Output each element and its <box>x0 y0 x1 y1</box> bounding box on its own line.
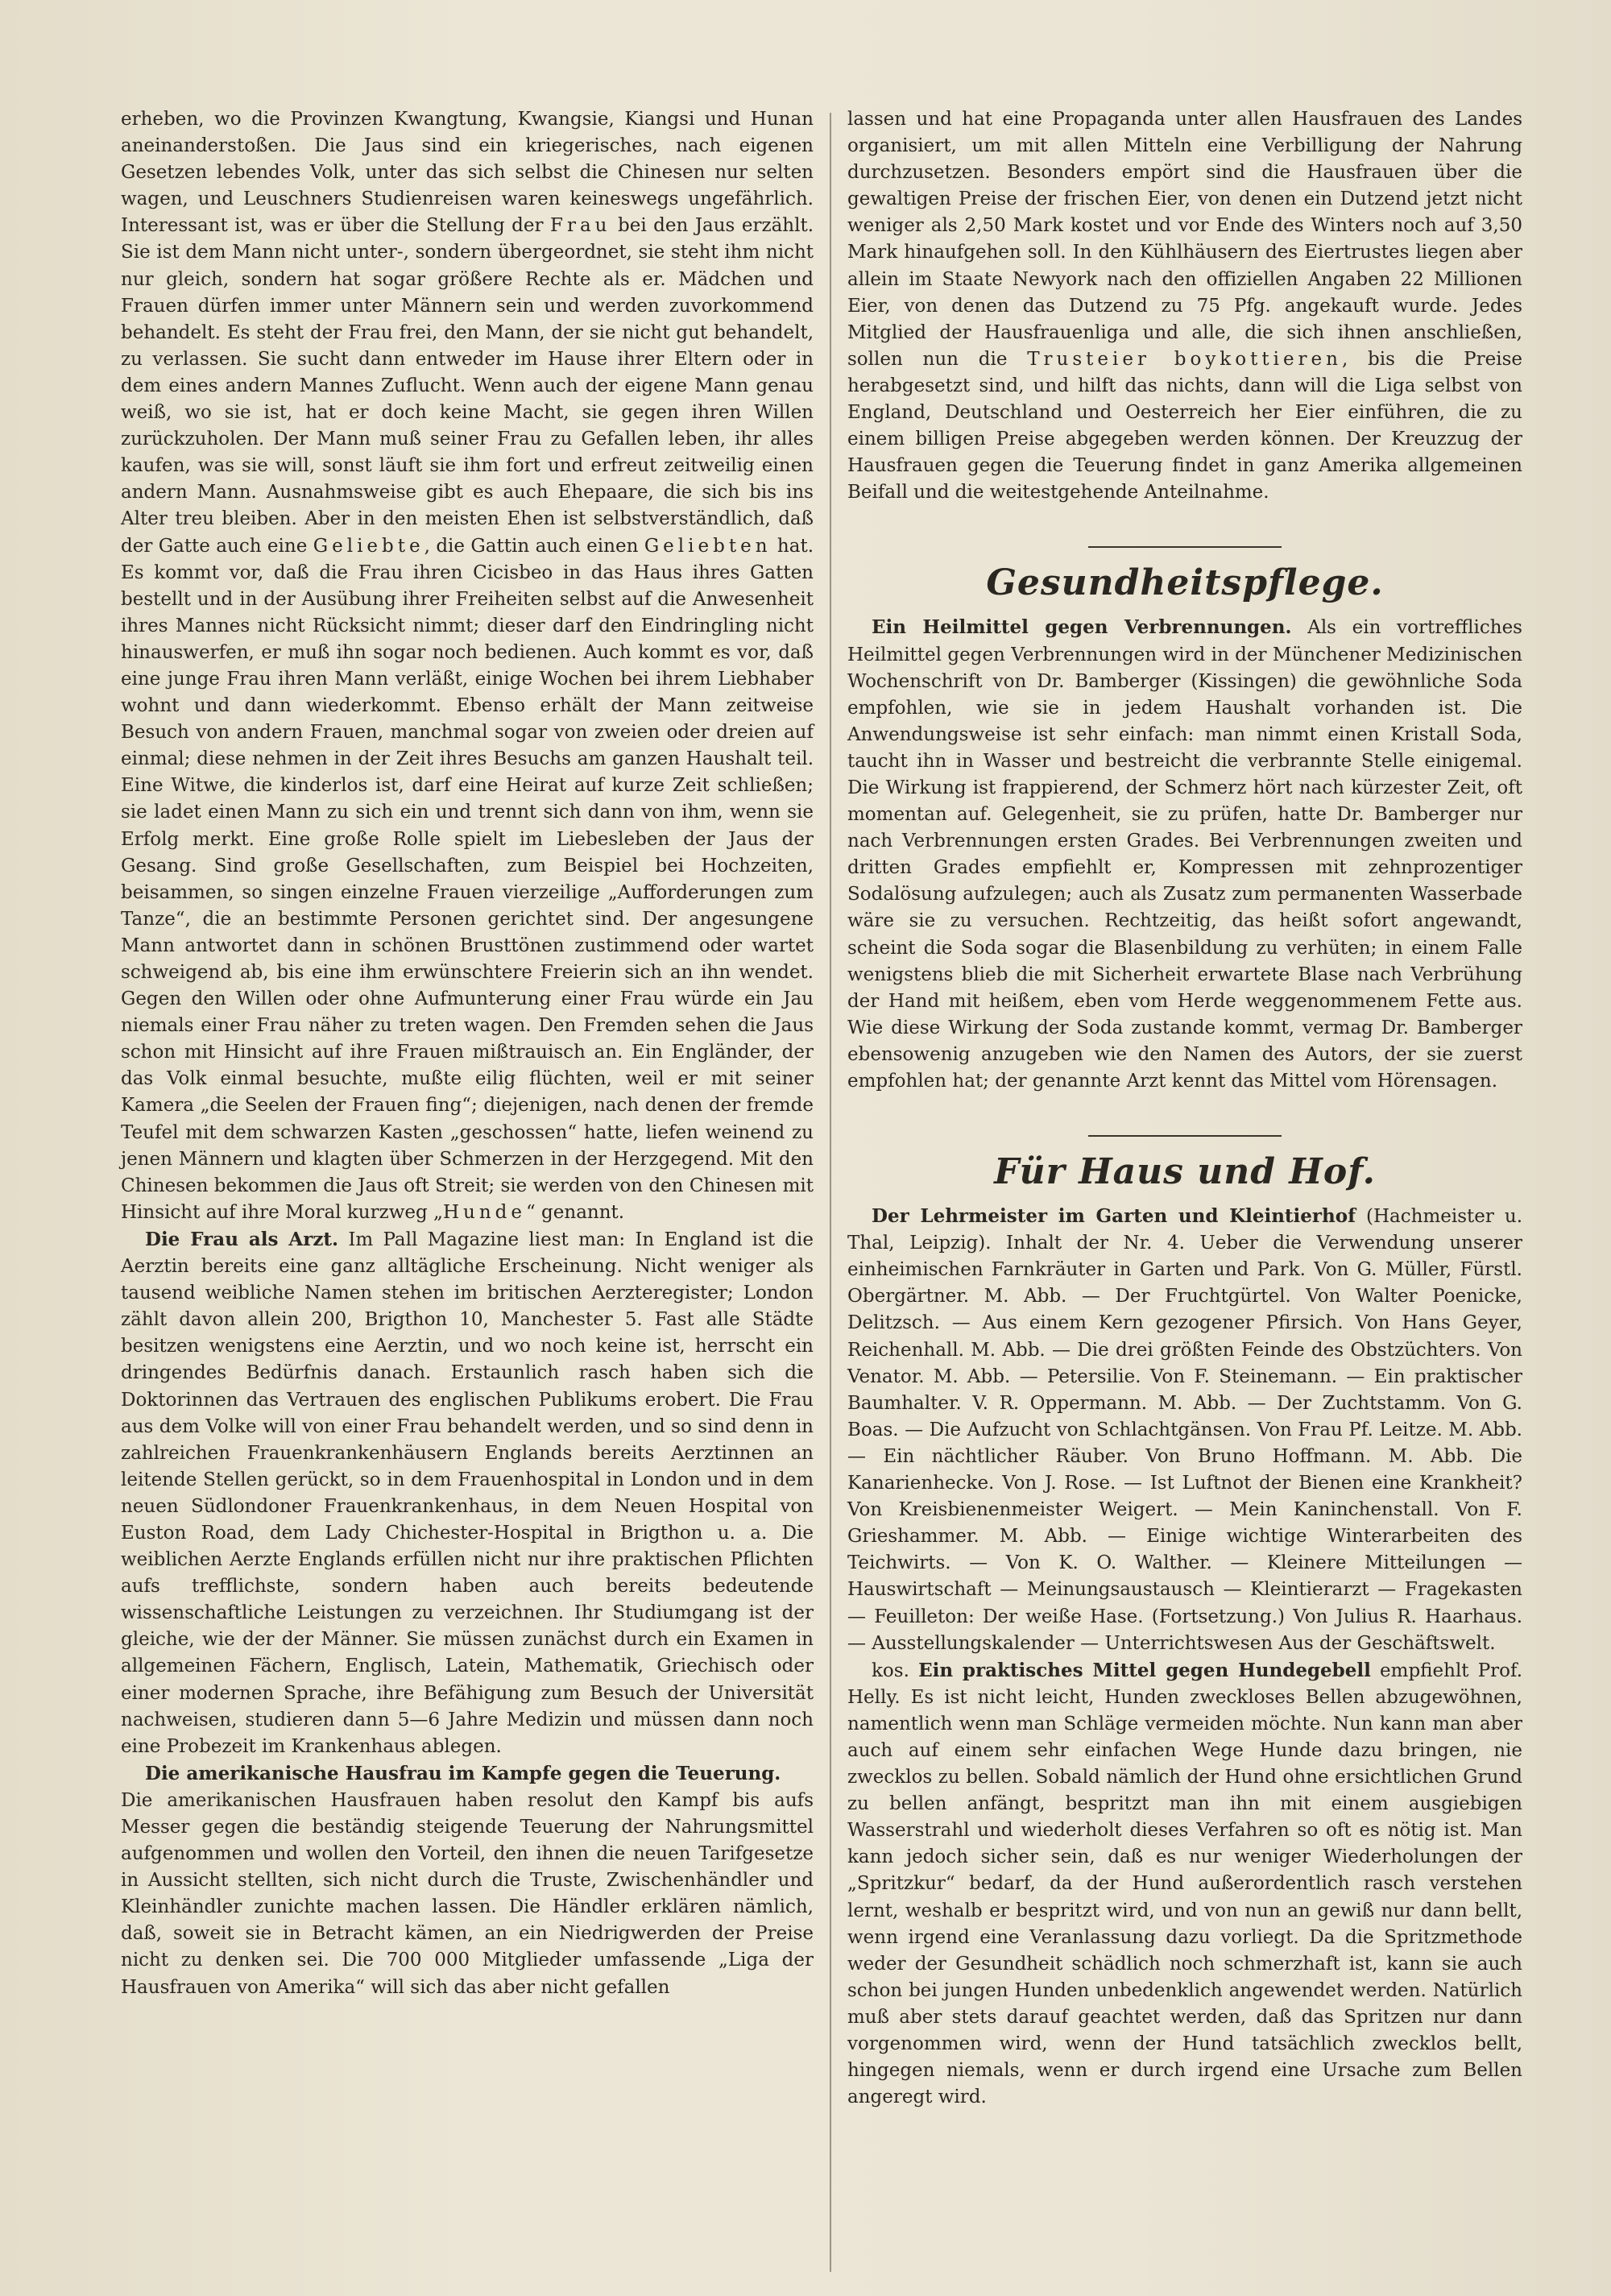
article-lehrmeister <box>847 1203 1522 1657</box>
text-run: , bis die Preise herabgesetzt sind, und hilft das nichts, dann will die Liga selbst von England, Deutschland und Oesterreich her Eier einführen, die zu einem billigen Preise abgegeben werden können. Der Kreuzzug der Hausfrauen gegen die Teuerung findet in ganz Amerika allgemeinen Beifall und die weitestgehende Anteilnahme. <box>847 348 1522 504</box>
column-divider <box>830 113 831 2272</box>
article-heilmittel-verbrennungen <box>847 614 1522 1095</box>
spaced-text: Geliebten <box>644 535 772 557</box>
article-heading: Die Frau als Arzt. <box>145 1228 339 1250</box>
article-hausfrau-continued <box>847 106 1522 506</box>
article-hausfrau-teuerung <box>121 1788 814 2001</box>
article-heading: Ein Heilmittel gegen Verbrennungen. <box>872 616 1292 639</box>
article-heading: Die amerikanische Hausfrau im Kampfe gegen die Teuerung. <box>145 1762 781 1784</box>
author-mark: kos. <box>872 1660 909 1681</box>
left-column <box>121 106 814 2001</box>
text-run: “ genannt. <box>525 1201 625 1223</box>
text-run: (Hachmeister u. Thal, Leipzig). Inhalt der Nr. 4. Ueber die Verwendung unserer einheimischen Farnkräuter in Garten und Park. Von G. Müller, Fürstl. Obergärtner. M. Abb. — Der Fruchtgürtel. Von Walter Poenicke, Delitzsch. — Aus einem Kern gezogener Pfirsich. Von Hans Geyer, Reichenhall. M. Abb. — Die drei größten Feinde des Obstzüchters. Von Venator. M. Abb. — Petersilie. Von F. Steinemann. — Ein praktischer Baumhalter. V. R. Oppermann. M. Abb. — Der Zuchtstamm. Von G. Boas. — Die Aufzucht von Schlachtgänsen. Von Frau Pf. Leitze. M. Abb. — Ein nächtlicher Räuber. Von Bruno Hoffmann. M. Abb. Die Kanarienhecke. Von J. Rose. — Ist Luftnot der Bienen eine Krankheit? Von Kreisbienenmeister Weigert. — Mein Kaninchenstall. Von F. Grieshammer. M. Abb. — Einige wichtige Winterarbeiten des Teichwirts. — Von K. O. Walther. — Kleinere Mitteilungen — Hauswirtschaft — Meinungsaustausch — Kleintierarzt — Fragekasten — Feuilleton: Der weiße Hase. (Fortsetzung.) Von Julius R. Haarhaus. — Ausstellungskalender — Unterrichtswesen Aus der Geschäftswelt. <box>847 1206 1523 1654</box>
section-rule <box>1088 1135 1282 1137</box>
text-run: bei den Jaus erzählt. Sie ist dem Mann nicht unter-, sondern übergeordnet, sie steht ihm nicht nur gleich, sondern hat sogar größere Rechte als er. Mädchen und Frauen dürfen immer unter Männern sein und werden zuvorkommend behandelt. Es steht der Frau frei, den Mann, der sie nicht gut behandelt, zu verlassen. Sie sucht dann entweder im Hause ihrer Eltern oder in dem eines andern Mannes Zuflucht. Wenn auch der eigene Mann genau weiß, wo sie ist, hat er doch keine Macht, sie gegen ihren Willen zurückzuholen. Der Mann muß seiner Frau zu Gefallen leben, ihr alles kaufen, was sie will, sonst läuft sie ihm fort und erfreut zeitweilig einen andern Mann. Ausnahmsweise gibt es auch Ehepaare, die sich bis ins Alter treu bleiben. Aber in den meisten Ehen ist selbstverständlich, daß der Gatte auch eine <box>121 215 814 557</box>
spaced-text: Geliebte <box>313 535 424 557</box>
article-frau-als-arzt <box>121 1226 814 1760</box>
text-run: hat. Es kommt vor, daß die Frau ihren Cicisbeo in das Haus ihres Gatten bestellt und in der Ausübung ihrer Freiheiten selbst auf die Anwesenheit ihres Mannes nicht Rücksicht nimmt; dieser darf den Eindringling nicht hinauswerfen, er muß ihn sogar noch bedienen. Auch kommt es vor, daß eine junge Frau ihren Mann verläßt, einige Wochen bei ihrem Liebhaber wohnt und dann wiederkommt. Ebenso erhält der Mann zeitweise Besuch von andern Frauen, manchmal sogar von zweien oder dreien auf einmal; diese nehmen in der Zeit ihres Besuchs am ganzen Haushalt teil. Eine Witwe, die kinderlos ist, darf eine Heirat auf kurze Zeit schließen; sie ladet einen Mann zu sich ein und trennt sich dann von ihm, wenn sie Erfolg merkt. Eine große Rolle spielt im Liebesleben der Jaus der Gesang. Sind große Gesellschaften, zum Beispiel bei Hochzeiten, beisammen, so singen einzelne Frauen vierzeilige „Aufforderungen zum Tanze“, die an bestimmte Personen gerichtet sind. Der angesungene Mann antwortet dann in schönen Brusttönen zustimmend oder wartet schweigend ab, bis eine ihm erwünschtere Freierin sich an ihn wendet. Gegen den Willen oder ohne Aufmunterung einer Frau würde ein Jau niemals einer Frau näher zu treten wagen. Den Fremden sehen die Jaus schon mit Hinsicht auf ihre Frauen mißtrauisch an. Ein Engländer, der das Volk einmal besuchte, mußte eilig flüchten, weil er mit seiner Kamera „die Seelen der Frauen fing“; diejenigen, nach denen der fremde Teufel mit dem schwarzen Kasten „geschossen“ hatte, liefen weinend zu jenen Männern und klagten über Schmerzen in der Herzgegend. Mit den Chinesen bekommen die Jaus oft Streit; sie werden von den Chinesen mit Hinsicht auf ihre Moral kurzweg „ <box>121 535 814 1223</box>
article-heading: Ein praktisches Mittel gegen Hundegebell <box>918 1659 1371 1681</box>
text-run: Die amerikanischen Hausfrauen haben resolut den Kampf bis aufs Messer gegen die beständig steigende Teuerung der Nahrungsmittel aufgenommen und wollen den Vorteil, den ihnen die neuen Tarifgesetze in Aussicht stellten, sich nicht durch die Truste, Zwischenhändler und Kleinhändler zunichte machen lassen. Die Händler erklären nämlich, daß, soweit sie in Betracht kämen, an ein Niedrigwerden der Preise nicht zu denken sei. Die 700 000 Mitglieder umfassende „Liga der Hausfrauen von Amerika“ will sich das aber nicht gefallen <box>121 1789 814 1998</box>
spaced-text: Hunde <box>442 1201 526 1223</box>
article-heading: Der Lehrmeister im Garten und Kleintierhof <box>872 1205 1356 1228</box>
text-run: empfiehlt Prof. Helly. Es ist nicht leicht, Hunden zweckloses Bellen abzugewöhnen, namentlich wenn man Schläge vermeiden möchte. Nun kann man aber auch auf einem sehr einfachen Wege Hunde dazu bringen, nie zwecklos zu bellen. Sobald nämlich der Hund ohne ersichtlichen Grund zu bellen anfängt, bespritzt man ihn mit einem ausgiebigen Wasserstrahl und wiederholt dieses Verfahren so oft es nötig ist. Man kann jedoch sicher sein, daß es nur weniger Wiederholungen der „Spritzkur“ bedarf, da der Hund außerordentlich rasch verstehen lernt, weshalb er bespritzt wird, und von nun an gewiß nur dann bellt, wenn irgend eine Veranlassung dazu vorliegt. Da die Spritzmethode weder der Gesundheit schädlich noch schmerzhaft ist, kann sie auch schon bei jungen Hunden unbedenklich angewendet werden. Natürlich muß aber stets darauf geachtet werden, daß das Spritzen nur dann vorgenommen wird, wenn der Hund tatsächlich zwecklos bellt, hingegen niemals, wenn er durch irgend eine Ursache zum Bellen angeregt wird. <box>847 1660 1523 2108</box>
text-run: lassen und hat eine Propaganda unter allen Hausfrauen des Landes organisiert, um mit allen Mitteln eine Verbilligung der Nahrung durchzusetzen. Besonders empört sind die Hausfrauen über die gewaltigen Preise der frischen Eier, von denen ein Dutzend jetzt nicht weniger als 2,50 Mark kostet und vor Ende des Winters noch auf 3,50 Mark hinaufgehen soll. In den Kühlhäusern des Eiertrustes liegen aber allein im Staate Newyork nach den offiziellen Angaben 22 Millionen Eier, von denen das Dutzend zu 75 Pfg. angekauft wurde. Jedes Mitglied der Hausfrauenliga und alle, die sich ihnen anschließen, sollen nun die <box>847 109 1522 370</box>
spaced-text: Trusteier boykottieren <box>1027 348 1342 370</box>
text-run: , die Gattin auch einen <box>424 535 639 557</box>
spaced-text: Frau <box>550 215 611 237</box>
section-title-gesundheitspflege: Gesundheitspflege. <box>986 562 1384 604</box>
text-run: erheben, wo die Provinzen Kwangtung, Kwangsie, Kiangsi und Hunan aneinanderstoßen. Die Jaus sind ein kriegerisches, nach eigenen Gesetzen lebendes Volk, unter das sich selbst die Chinesen nur selten wagen, und Leuschners Studienreisen waren keineswegs ungefährlich. Interessant ist, was er über die Stellung der <box>121 109 814 237</box>
right-column <box>847 106 1522 2111</box>
text-run: Im Pall Magazine liest man: In England ist die Aerztin bereits eine ganz alltägliche Erscheinung. Nicht weniger als tausend weibliche Namen stehen im britischen Aerzteregister; London zählt davon allein 200, Brigthon 10, Manchester 5. Fast alle Städte besitzen wenigstens eine Aerztin, und wo noch keine ist, herrscht ein dringendes Bedürfnis danach. Erstaunlich rasch haben sich die Doktorinnen das Vertrauen des englischen Publikums erobert. Die Frau aus dem Volke will von einer Frau behandelt werden, und so sind denn in zahlreichen Frauenkrankenhäusern Englands bereits Aerztinnen an leitende Stellen gerückt, so in dem Frauenhospital in London und in dem neuen Südlondoner Frauenkrankenhaus, in dem Neuen Hospital von Euston Road, dem Lady Chichester-Hospital in Brigthon u. a. Die weiblichen Aerzte Englands erfüllen nicht nur ihre praktischen Pflichten aufs trefflichste, sondern haben auch bereits bedeutende wissenschaftliche Leistungen zu verzeichnen. Ihr Studiumgang ist der gleiche, wie der der Männer. Sie müssen zunächst durch ein Examen in allgemeinen Fächern, Englisch, Latein, Mathematik, Griechisch oder einer modernen Sprache, ihre Befähigung zum Besuch der Universität nachweisen, studieren dann 5—6 Jahre Medizin und müssen dann noch eine Probezeit im Krankenhaus ablegen. <box>121 1229 814 1757</box>
text-run: Als ein vortreffliches Heilmittel gegen Verbrennungen wird in der Münchener Medizinischen Wochenschrift von Dr. Bamberger (Kissingen) die gewöhnliche Soda empfohlen, wie sie in jedem Haushalt vorhanden ist. Die Anwendungsweise ist sehr einfach: man nimmt einen Kristall Soda, taucht ihn in Wasser und bestreicht die verbrannte Stelle einigemal. Die Wirkung ist frappierend, der Schmerz hört nach kürzester Zeit, oft momentan auf. Gelegenheit, sie zu prüfen, hatte Dr. Bamberger nur nach Verbrennungen ersten Grades. Bei Verbrennungen zweiten und dritten Grades empfiehlt er, Kompressen mit zehnprozentiger Sodalösung aufzulegen; auch als Zusatz zum permanenten Wasserbade wäre sie zu versuchen. Rechtzeitig, das heißt sofort angewandt, scheint die Soda sogar die Blasenbildung zu verhüten; in einem Falle wenigstens blieb die mit Sicherheit erwartete Blase nach Verbrühung der Hand mit heißem, eben vom Herde weggenommenem Fette aus. Wie diese Wirkung der Soda zustande kommt, vermag Dr. Bamberger ebensowenig anzugeben wie den Namen des Autors, der sie zuerst empfohlen hat; der genannte Arzt kennt das Mittel vom Hörensagen. <box>847 617 1522 1092</box>
article-hausfrau-teuerung-heading <box>121 1760 814 1788</box>
section-title-haus-und-hof: Für Haus und Hof. <box>994 1151 1376 1193</box>
article-jaus-continued <box>121 106 814 1226</box>
section-rule <box>1088 546 1282 548</box>
article-hundegebell <box>847 1657 1522 2112</box>
